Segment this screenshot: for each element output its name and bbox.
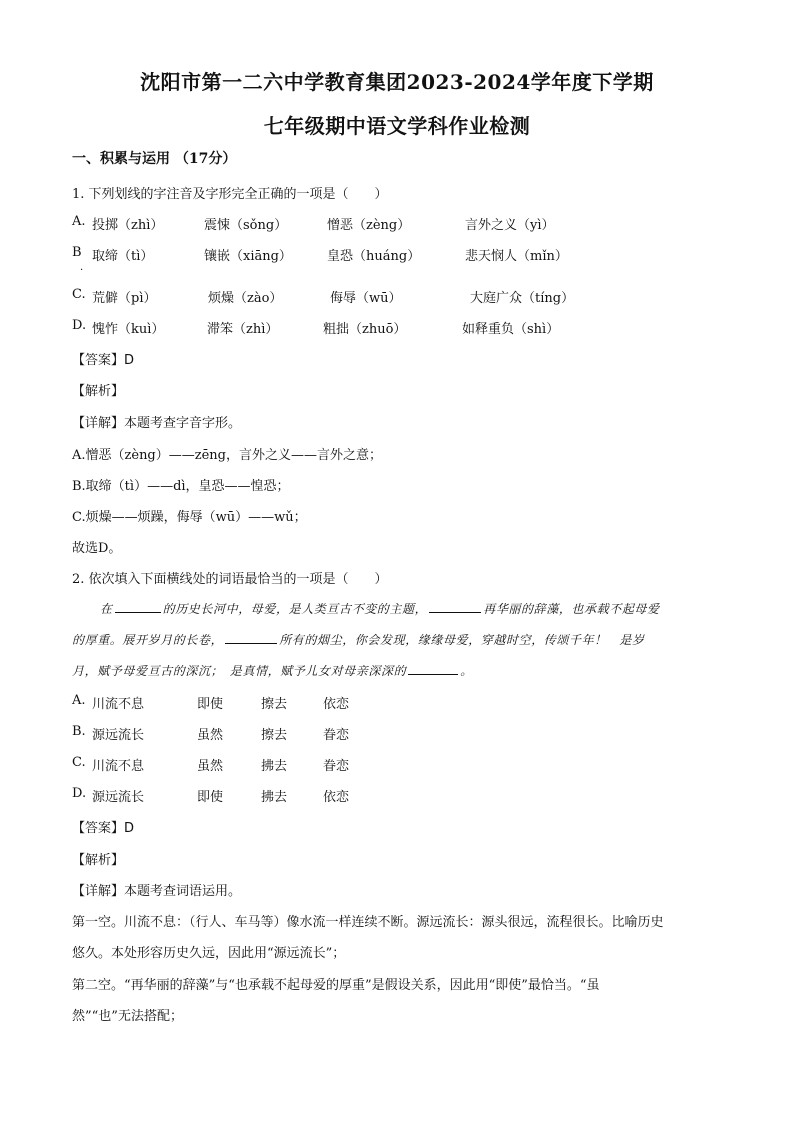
option-item: 川流不息 — [92, 759, 145, 774]
question-stem: 2. 依次填入下面横线处的词语最恰当的一项是（ ） — [72, 572, 388, 587]
explanation-line: 故选D。 — [72, 541, 122, 556]
detail-label: 【详解】本题考查字音字形。 — [72, 416, 242, 431]
option-item: 拂去 — [261, 790, 288, 805]
option-item: 滞笨（zhì） — [207, 322, 279, 337]
explanation-line: 悠久。本处形容历史久远，因此用“源远流长”； — [72, 946, 346, 961]
passage-text: 在 — [100, 602, 113, 616]
option-label: D. — [72, 318, 87, 333]
option-item: 虽然 — [197, 759, 224, 774]
option-item: 如释重负（shì） — [462, 322, 560, 337]
passage-line — [72, 631, 645, 648]
option-item: 拂去 — [261, 759, 288, 774]
option-label: A. — [72, 693, 86, 708]
option-item: 荒僻（pì） — [92, 291, 157, 306]
option-item: 粗拙（zhuō） — [323, 322, 407, 337]
passage-text: 。 — [460, 664, 473, 678]
passage-text: 的历史长河中，母爱，是人类亘古不变的主题， — [162, 602, 428, 616]
option-item: 即使 — [197, 790, 224, 805]
analysis-label: 【解析】 — [72, 853, 125, 868]
passage-text: 的厚重。展开岁月的长卷， — [72, 633, 224, 647]
option-item: 源远流长 — [92, 790, 145, 805]
passage-line — [72, 662, 473, 679]
page-subtitle: 七年级期中语文学科作业检测 — [263, 114, 531, 138]
explanation-line: C.烦燥——烦躁，侮辱（wū）——wǔ； — [72, 510, 307, 525]
option-label: D. — [72, 786, 87, 801]
option-item: 擦去 — [261, 697, 288, 712]
answer-label: 【答案】D — [72, 821, 135, 836]
option-item: 侮辱（wū） — [330, 291, 402, 306]
question-stem: 1. 下列划线的字注音及字形完全正确的一项是（ ） — [72, 187, 388, 202]
option-label: A. — [72, 214, 86, 229]
page-title: 沈阳市第一二六中学教育集团2023-2024学年度下学期 — [140, 70, 654, 94]
option-item: 取缔（tì） — [92, 249, 154, 264]
option-label: B. — [72, 724, 86, 739]
analysis-label: 【解析】 — [72, 384, 125, 399]
option-label: B — [72, 245, 82, 260]
passage-text: 所有的烟尘，你会发现，缘缘母爱，穿越时空，传颂千年！ 是岁 — [279, 633, 645, 647]
option-item: 愧怍（kuì） — [92, 322, 165, 337]
option-item: 大庭广众（tíng） — [470, 291, 575, 306]
stray-dot: · — [80, 265, 84, 276]
passage-text: 再华丽的辞藻，也承载不起母爱 — [483, 602, 660, 616]
section-heading: 一、积累与运用 （17分） — [72, 151, 237, 167]
option-label: C. — [72, 287, 86, 302]
fill-blank — [115, 600, 161, 613]
passage-text: 月，赋予母爱亘古的深沉； 是真情，赋予儿女对母亲深深的 — [72, 664, 407, 678]
detail-label: 【详解】本题考查词语运用。 — [72, 884, 242, 899]
option-item: 眷恋 — [323, 728, 350, 743]
option-item: 皇恐（huáng） — [327, 249, 421, 264]
option-item: 虽然 — [197, 728, 224, 743]
fill-blank — [408, 662, 458, 675]
option-item: 言外之义（yì） — [465, 218, 555, 233]
option-item: 悲天悯人（mǐn） — [465, 249, 568, 264]
explanation-line: A.憎恶（zèng）——zēng，言外之义——言外之意； — [72, 448, 382, 463]
explanation-line: B.取缔（tì）——dì，皇恐——惶恐； — [72, 479, 290, 494]
fill-blank — [429, 600, 481, 613]
explanation-line: 第一空。川流不息：（行人、车马等）像水流一样连续不断。源远流长：源头很远，流程很长。比喻历史 — [72, 915, 664, 930]
option-item: 擦去 — [261, 728, 288, 743]
option-item: 即使 — [197, 697, 224, 712]
option-item: 投掷（zhì） — [92, 218, 164, 233]
option-item: 川流不息 — [92, 697, 145, 712]
option-item: 依恋 — [323, 697, 350, 712]
option-item: 眷恋 — [323, 759, 350, 774]
fill-blank — [225, 631, 277, 644]
option-item: 源远流长 — [92, 728, 145, 743]
option-item: 憎恶（zèng） — [327, 218, 411, 233]
option-item: 镶嵌（xiāng） — [204, 249, 292, 264]
option-label: C. — [72, 755, 86, 770]
explanation-line: 第二空。“再华丽的辞藻”与“也承载不起母爱的厚重”是假设关系，因此用“即使”最恰当。“虽 — [72, 978, 600, 993]
option-item: 烦燥（zào） — [208, 291, 283, 306]
option-item: 震悚（sǒng） — [204, 218, 288, 233]
explanation-line: 然”“也”无法搭配； — [72, 1009, 183, 1024]
passage-line — [100, 600, 660, 617]
answer-label: 【答案】D — [72, 353, 135, 368]
option-item: 依恋 — [323, 790, 350, 805]
